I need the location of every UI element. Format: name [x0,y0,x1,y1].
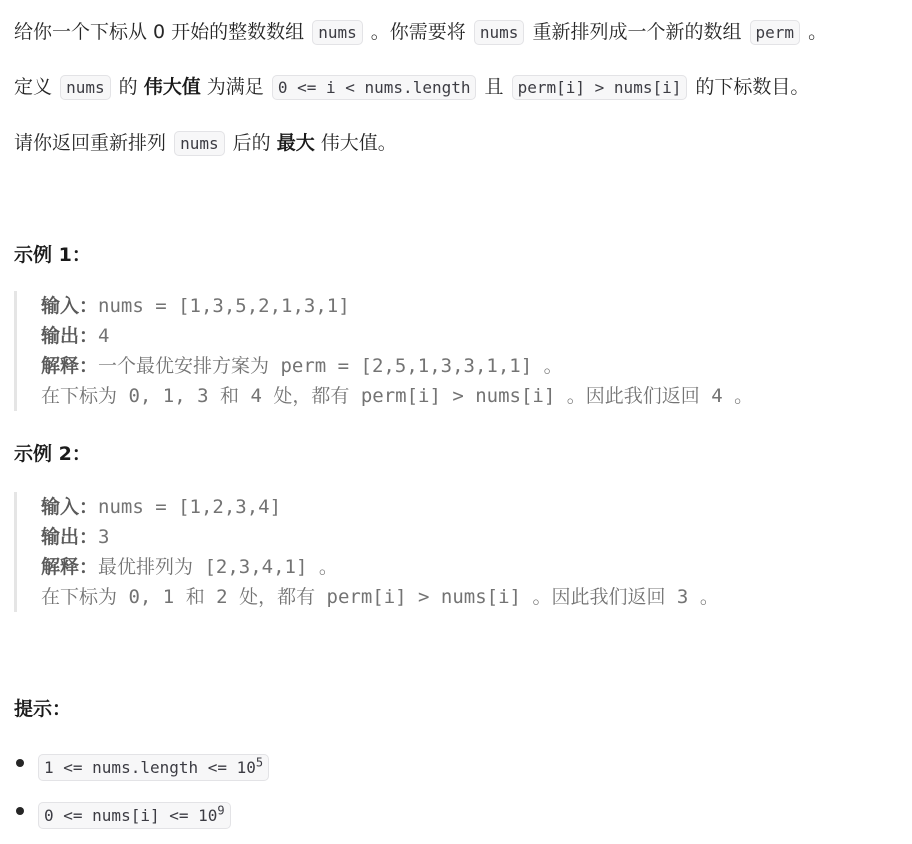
example-2-explanation [41,552,901,582]
example-2-block [14,492,901,612]
paragraph-task [14,129,397,158]
output-label: 输出： [41,526,99,548]
text: 定义 [14,76,53,98]
example-2-input [41,492,901,522]
text: 0, 1 [128,586,175,608]
input-value: nums = [1,3,5,2,1,3,1] [98,295,350,317]
text: 且 [484,76,504,98]
text: 3 [676,586,689,608]
text: 后的 [232,132,271,154]
example-1-title: 示例 1： [14,244,91,266]
example-1-block [14,291,901,411]
text: 处，都有 [273,385,350,407]
inline-code: nums [474,20,525,45]
text: 。 [734,385,754,407]
text: 4 [250,385,262,407]
input-value: nums = [1,2,3,4] [98,496,282,518]
text: 。因此我们返回 [566,385,700,407]
bullet-icon [16,807,24,815]
explanation-text: 一个最优安排方案为 [98,355,270,377]
text: 0, 1, 3 [128,385,209,407]
text: 为满足 [206,76,264,98]
inline-code: perm [750,20,801,45]
explanation-text: 最优排列为 [98,556,194,578]
example-1-explanation-line2 [41,381,901,411]
paragraph-intro [14,18,827,47]
text: 伟大值。 [320,132,397,154]
list-item [14,793,269,841]
text: 重新排列成一个新的数组 [532,21,742,43]
explanation-code: [2,3,4,1] [204,556,308,578]
text: 在下标为 [41,385,118,407]
inline-code: nums [60,75,111,100]
text: 1 <= nums.length <= 10 [44,758,256,778]
text: 。 [808,21,828,43]
text: 0 <= nums[i] <= 10 [44,806,218,826]
inline-code: nums [174,131,225,156]
example-1-output [41,321,901,351]
text: 的下标数目。 [695,76,810,98]
output-value: 3 [98,526,110,548]
superscript: 5 [255,756,264,770]
output-label: 输出： [41,325,99,347]
paragraph-definition [14,73,809,102]
example-2-explanation-line2 [41,582,901,612]
text: 和 [220,385,240,407]
inline-code: 0 <= i < nums.length [272,75,477,100]
hints-list [14,745,269,841]
list-item [14,745,269,793]
text: 。 [318,556,338,578]
text: 在下标为 [41,586,118,608]
text: 4 [711,385,723,407]
text: 。 [699,586,719,608]
hints-title: 提示： [14,698,72,720]
text: 2 [216,586,228,608]
bold-term: 最大 [276,132,315,154]
text: 的 [118,76,138,98]
output-value: 4 [98,325,110,347]
explanation-label: 解释： [41,355,99,377]
text: perm[i] > nums[i] [360,385,556,407]
bullet-icon [16,759,24,767]
example-2-output [41,522,901,552]
constraint-code [38,802,231,829]
input-label: 输入： [41,295,99,317]
inline-code: perm[i] > nums[i] [512,75,688,100]
text: 和 [185,586,205,608]
inline-code: nums [312,20,363,45]
text: 。 [543,355,563,377]
explanation-label: 解释： [41,556,99,578]
explanation-code: perm = [2,5,1,3,3,1,1] [280,355,533,377]
text: perm[i] > nums[i] [326,586,521,608]
superscript: 9 [217,804,225,818]
text: 给你一个下标从 0 开始的整数数组 [14,21,305,43]
input-label: 输入： [41,496,99,518]
example-1-input [41,291,901,321]
example-2-title: 示例 2： [14,443,91,465]
example-1-explanation [41,351,901,381]
bold-term: 伟大值 [143,76,201,98]
text: 。你需要将 [370,21,466,43]
text: 请你返回重新排列 [14,132,167,154]
text: 。因此我们返回 [532,586,666,608]
text: 处，都有 [239,586,316,608]
constraint-code [38,754,269,781]
